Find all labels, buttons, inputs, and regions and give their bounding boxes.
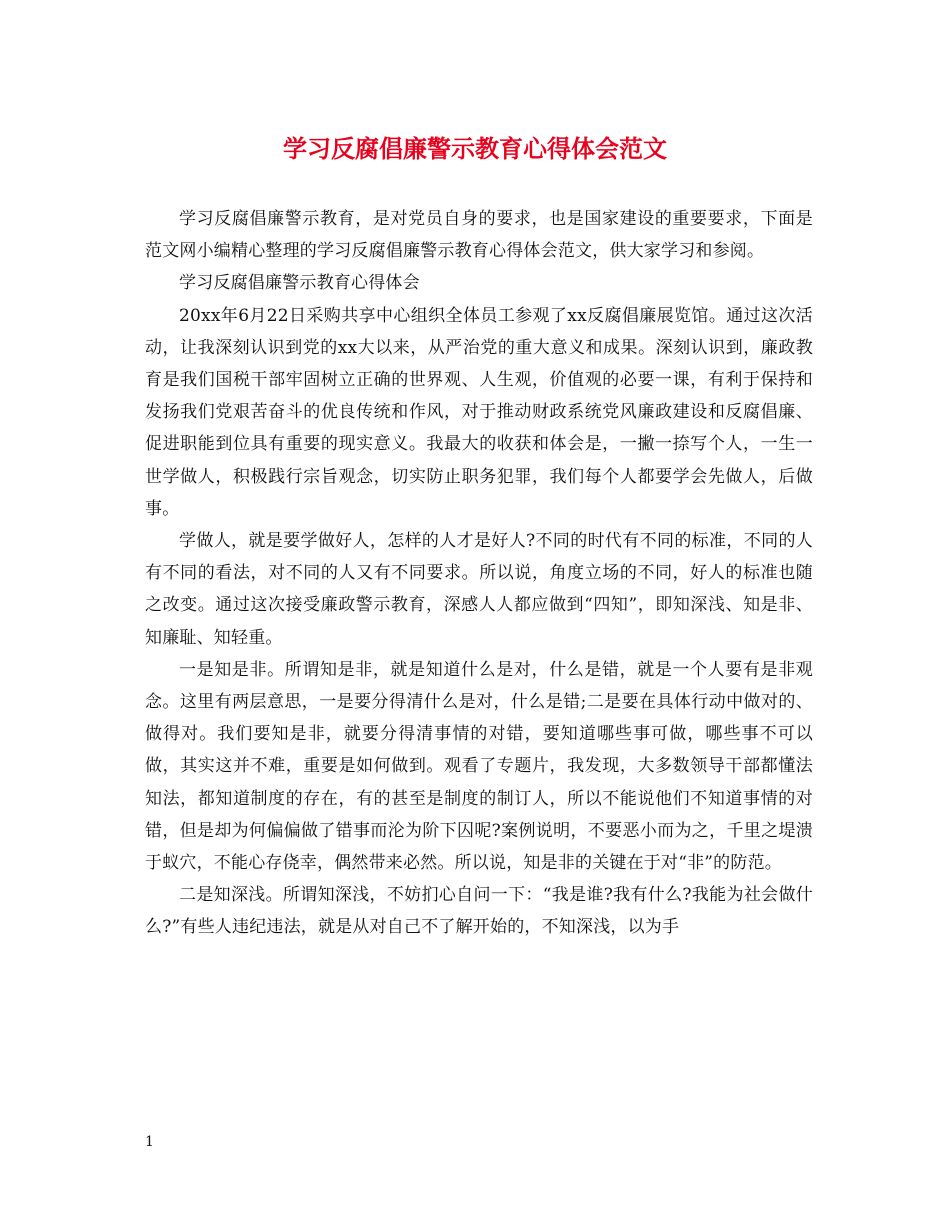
section-heading: 学习反腐倡廉警示教育心得体会 [179,273,420,294]
intro-paragraph: 学习反腐倡廉警示教育，是对党员自身的要求，也是国家建设的重要要求，下面是范文网小编精心整理的学习反腐倡廉警示教育心得体会范文，供大家学习和参阅。 [145,209,813,262]
body-paragraph: 20xx年6月22日采购共享中心组织全体员工参观了xx反腐倡廉展览馆。通过这次活动，让我深刻认识到党的xx大以来，从严治党的重大意义和成果。深刻认识到，廉政教育是我们国税干部牢固树立正确的世界观、人生观，价值观的必要一课，有利于保持和发扬我们党艰苦奋斗的优良传统和作风，对于推动财政系统党风廉政建设和反腐倡廉、促进职能到位具有重要的现实意义。我最大的收获和体会是，一撇一捺写个人，一生一世学做人，积极践行宗旨观念，切实防止职务犯罪，我们每个人都要学会先做人，后做事。 [145,305,813,519]
body-paragraph: 二是知深浅。所谓知深浅，不妨扪心自问一下：“我是谁?我有什么?我能为社会做什么?”有些人违纪违法，就是从对自己不了解开始的，不知深浅，以为手 [145,885,813,938]
document-body [145,203,813,944]
document-title: 学习反腐倡廉警示教育心得体会范文 [283,134,667,163]
body-paragraph: 一是知是非。所谓知是非，就是知道什么是对，什么是错，就是一个人要有是非观念。这里有两层意思，一是要分得清什么是对，什么是错;二是要在具体行动中做对的、做得对。我们要知是非，就要分得清事情的对错，要知道哪些事可做，哪些事不可以做，其实这并不难，重要是如何做到。观看了专题片，我发现，大多数领导干部都懂法知法，都知道制度的存在，有的甚至是制度的制订人，所以不能说他们不知道事情的对错，但是却为何偏偏做了错事而沦为阶下囚呢?案例说明，不要恶小而为之，千里之堤溃于蚁穴，不能心存侥幸，偶然带来必然。所以说，知是非的关键在于对“非”的防范。 [145,659,813,874]
page-number: 1 [145,1134,154,1150]
body-paragraph: 学做人，就是要学做好人，怎样的人才是好人?不同的时代有不同的标准，不同的人有不同的看法，对不同的人又有不同要求。所以说，角度立场的不同，好人的标准也随之改变。通过这次接受廉政警示教育，深感人人都应做到“四知”，即知深浅、知是非、知廉耻、知轻重。 [145,531,813,648]
